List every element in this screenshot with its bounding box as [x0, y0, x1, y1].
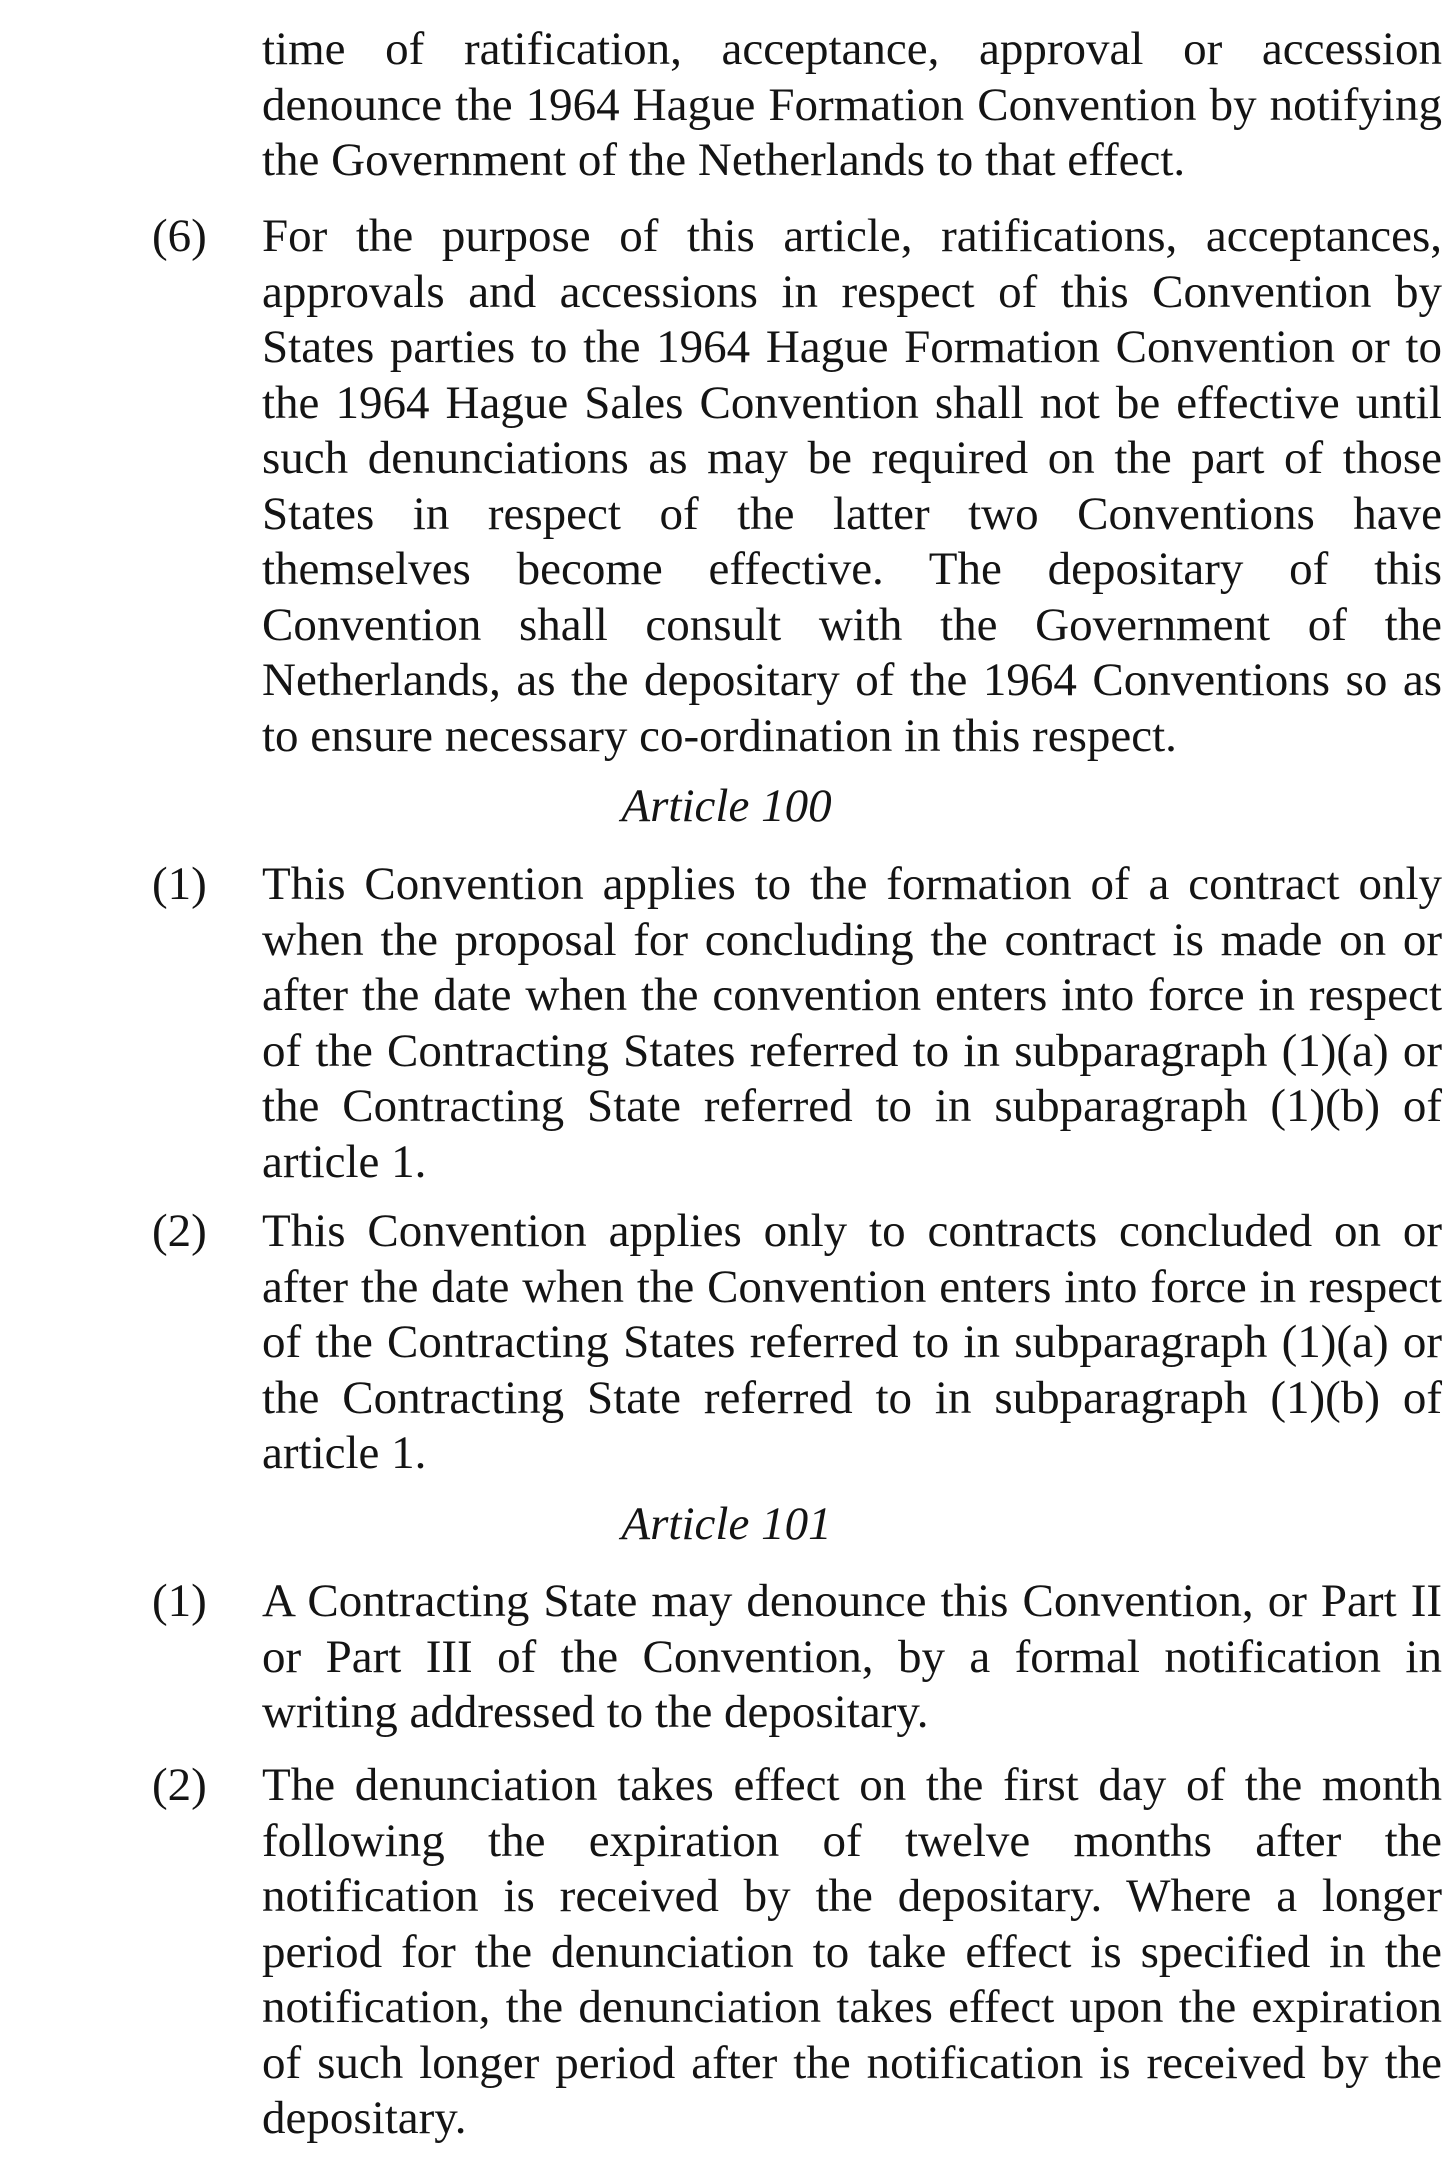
paragraph-number: (2) [152, 1759, 207, 1811]
paragraph-number: (6) [152, 210, 207, 262]
paragraph-number: (1) [152, 858, 207, 910]
paragraph-number: (2) [152, 1205, 207, 1257]
article-heading: Article 101 [621, 1498, 832, 1550]
paragraph-text: A Contracting State may denounce this Convention, or Part II or Part III of the Convention, by a formal notification in writing addressed to the depositary. [262, 1575, 1442, 1738]
continuation-paragraph: time of ratification, acceptance, approval or accession denounce the 1964 Hague Formation Convention by notifying the Government of the Netherlands to that effect. [262, 23, 1442, 186]
paragraph-text: For the purpose of this article, ratifications, acceptances, approvals and accessions in respect of this Convention by States parties to the 1964 Hague Formation Convention or to the 1964 Hague Sales Convention shall not be effective until such denunciations as may be required on the part of those States in respect of the latter two Conventions have themselves become effective. The depositary of this Convention shall consult with the Government of the Netherlands, as the depositary of the 1964 Conventions so as to ensure necessary co-ordination in this respect. [262, 210, 1442, 762]
paragraph-number: (1) [152, 1575, 207, 1627]
paragraph-text: This Convention applies only to contracts concluded on or after the date when the Convention enters into force in respect of the Contracting States referred to in subparagraph (1)(a) or the Contracting State referred to in subparagraph (1)(b) of article 1. [262, 1205, 1442, 1479]
paragraph-text: The denunciation takes effect on the first day of the month following the expiration of twelve months after the notification is received by the depositary. Where a longer period for the denunciation to take effect is specified in the notification, the denunciation takes effect upon the expiration of such longer period after the notification is received by the depositary. [262, 1759, 1442, 2144]
paragraph-text: This Convention applies to the formation of a contract only when the proposal for concluding the contract is made on or after the date when the convention enters into force in respect of the Contracting States referred to in subparagraph (1)(a) or the Contracting State referred to in subparagraph (1)(b) of article 1. [262, 858, 1442, 1188]
article-heading: Article 100 [621, 780, 832, 832]
